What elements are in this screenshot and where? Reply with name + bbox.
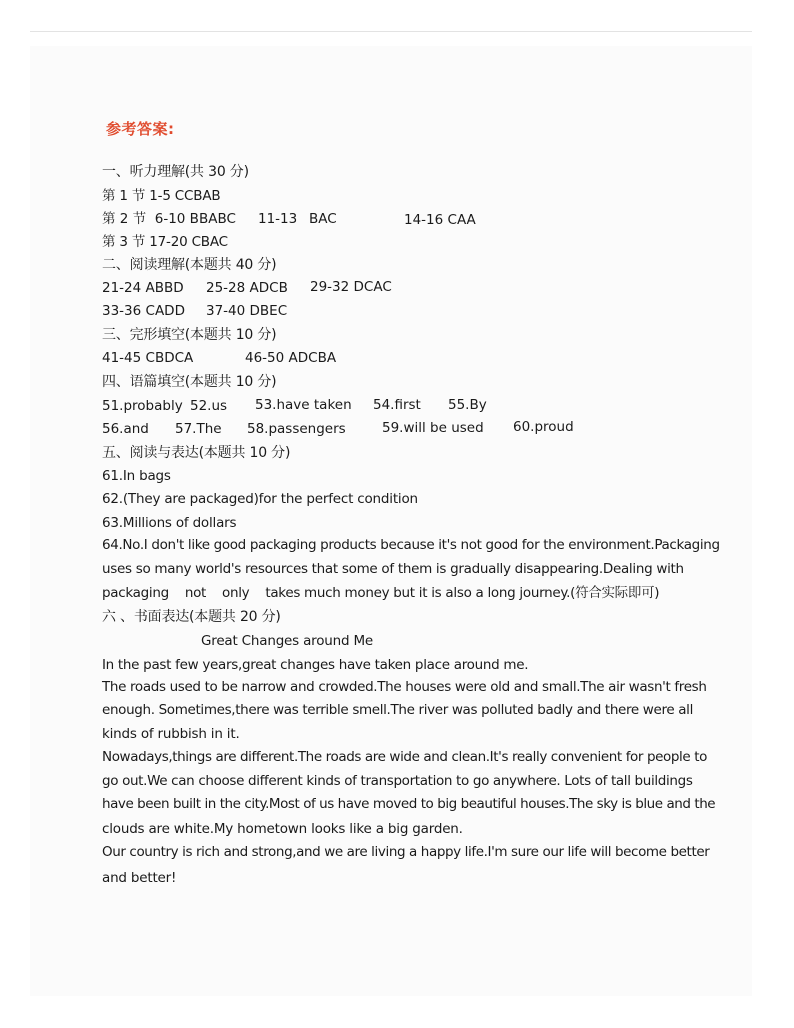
expression-heading: 五、阅读与表达(本题共 10 分) — [102, 445, 291, 461]
cloze-answers-46-50: 46-50 ADCBA — [245, 350, 337, 366]
listening-heading: 一、听力理解(共 30 分) — [102, 164, 249, 180]
expression-answer-63: 63.Millions of dollars — [102, 515, 237, 531]
essay-line: and better! — [102, 870, 177, 886]
reading-heading: 二、阅读理解(本题共 40 分) — [102, 257, 277, 273]
essay-title: Great Changes around Me — [201, 633, 374, 649]
listening-section-2-part-d: 14-16 CAA — [404, 212, 476, 228]
grammar-answer-52: 52.us — [190, 398, 228, 414]
essay-line: Our country is rich and strong,and we are living a happy life.I'm sure our life will become better — [102, 844, 710, 860]
reading-answers-33-36: 33-36 CADD — [102, 303, 185, 319]
grammar-answer-53: 53.have taken — [255, 397, 352, 413]
grammar-answer-54: 54.first — [373, 397, 421, 413]
essay-line: enough. Sometimes,there was terrible smell.The river was polluted badly and there were all — [102, 702, 693, 718]
essay-line: have been built in the city.Most of us have moved to big beautiful houses.The sky is blue and the — [102, 796, 716, 812]
expression-answer-61: 61.In bags — [102, 468, 171, 484]
essay-line: Nowadays,things are different.The roads are wide and clean.It's really convenient for people to — [102, 749, 707, 765]
listening-section-2-part-a: 第 2 节 6-10 BBABC — [102, 211, 236, 227]
page-title: 参考答案: — [106, 120, 175, 138]
writing-heading: 六 、书面表达(本题共 20 分) — [102, 609, 281, 625]
cloze-heading: 三、完形填空(本题共 10 分) — [102, 327, 277, 343]
essay-line: The roads used to be narrow and crowded.The houses were old and small.The air wasn't fresh — [102, 679, 707, 695]
listening-section-3: 第 3 节 17-20 CBAC — [102, 234, 228, 250]
grammar-answer-60: 60.proud — [513, 419, 574, 435]
grammar-answer-56: 56.and — [102, 421, 149, 437]
listening-section-1: 第 1 节 1-5 CCBAB — [102, 188, 221, 204]
expression-answer-64-line-2: uses so many world's resources that some of them is gradually disappearing.Dealing with — [102, 561, 684, 577]
reading-answers-21-24: 21-24 ABBD — [102, 280, 184, 296]
reading-answers-29-32: 29-32 DCAC — [310, 279, 392, 295]
grammar-answer-57: 57.The — [175, 421, 222, 437]
reading-answers-25-28: 25-28 ADCB — [206, 280, 288, 296]
grammar-heading: 四、语篇填空(本题共 10 分) — [102, 374, 277, 390]
cloze-answers-41-45: 41-45 CBDCA — [102, 350, 194, 366]
expression-answer-64-line-3: packaging not only takes much money but it is also a long journey.(符合实际即可) — [102, 585, 660, 601]
grammar-answer-59: 59.will be used — [382, 420, 484, 436]
top-rule — [30, 31, 752, 32]
essay-line: kinds of rubbish in it. — [102, 726, 240, 742]
listening-section-2-part-c: BAC — [309, 211, 337, 227]
grammar-answer-51: 51.probably — [102, 398, 183, 414]
listening-section-2-part-b: 11-13 — [258, 211, 298, 227]
essay-line: clouds are white.My hometown looks like a big garden. — [102, 821, 463, 837]
reading-answers-37-40: 37-40 DBEC — [206, 303, 288, 319]
expression-answer-64-line-1: 64.No.I don't like good packaging products because it's not good for the environment.Packaging — [102, 537, 720, 553]
grammar-answer-55: 55.By — [448, 397, 487, 413]
grammar-answer-58: 58.passengers — [247, 421, 346, 437]
essay-line: go out.We can choose different kinds of transportation to go anywhere. Lots of tall buildings — [102, 773, 693, 789]
essay-line: In the past few years,great changes have taken place around me. — [102, 657, 529, 673]
expression-answer-62: 62.(They are packaged)for the perfect condition — [102, 491, 418, 507]
